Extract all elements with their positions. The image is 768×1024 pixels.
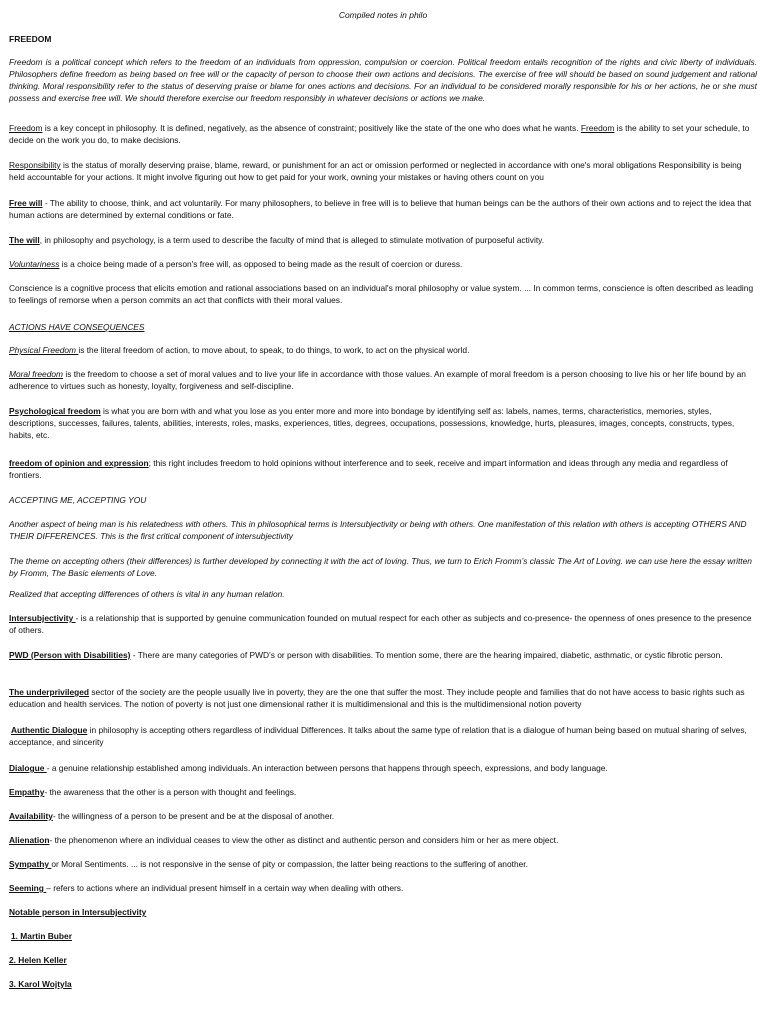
underprivileged-paragraph: [9, 686, 757, 710]
freedom-term-2: Freedom: [580, 123, 615, 133]
actions-heading: ACTIONS HAVE CONSEQUENCES: [9, 322, 145, 332]
the-will-paragraph: [9, 234, 757, 246]
accepting-paragraph-3: Realized that accepting differences of others is vital in any human relation.: [9, 589, 285, 599]
freedom-term: Freedom: [9, 123, 43, 133]
empathy-paragraph: [9, 786, 757, 798]
voluntariness-text: is a choice being made of a person's free will, as opposed to being made as the result of coercion or duress.: [59, 259, 463, 269]
availability-paragraph: [9, 810, 757, 822]
intersubjectivity-text: - is a relationship that is supported by genuine communication founded on mutual respect for each other as subjects and co-presence- the openness of ones presence to the presence of others.: [9, 613, 752, 635]
availability-term: Availability: [9, 811, 53, 821]
sympathy-paragraph: [9, 858, 757, 870]
psychological-freedom-paragraph: [9, 405, 757, 441]
opinion-term: freedom of opinion and expression: [9, 458, 149, 468]
free-will-paragraph: [9, 197, 757, 221]
dialogue-paragraph: [9, 762, 757, 774]
sympathy-text: or Moral Sentiments. ... is not responsive in the sense of pity or compassion, the latter being reactions to the suffering of another.: [51, 859, 528, 869]
empathy-text: - the awareness that the other is a person with thought and feelings.: [44, 787, 297, 797]
responsibility-text: is the status of morally deserving praise, blame, reward, or punishment for an act or omission performed or neglected in accordance with one's moral obligations Responsibility is being held accountable for your actions. It might involve figuring out how to get paid for your work, owning your mistakes or having others count on you: [9, 160, 742, 182]
underprivileged-term: The underprivileged: [9, 687, 90, 697]
page-header: Compiled notes in philo: [338, 10, 428, 20]
moral-freedom-text: is the freedom to choose a set of moral values and to live your life in accordance with those values. An example of moral freedom is a person choosing to live his or her life bound by an adherence to virtues such as honesty, loyalty, forgiveness and self-discipline.: [9, 369, 746, 391]
notable-heading: Notable person in Intersubjectivity: [9, 907, 147, 917]
the-will-term: The will: [9, 235, 40, 245]
seeming-paragraph: [9, 882, 757, 894]
accepting-paragraph-1: Another aspect of being man is his relatedness with others. This in philosophical terms is Intersubjectivity or being with others. One manifestation of this relation with others is accepting OTHERS AND THEIR DIFFERENCES. This is the first critical component of intersubjectivity: [9, 519, 747, 541]
alienation-text: - the phenomenon where an individual ceases to view the other as distinct and authentic person and considers him or her as mere object.: [49, 835, 559, 845]
dialogue-text: - a genuine relationship established among individuals. An interaction between persons that happens through speech, expressions, and body language.: [46, 763, 608, 773]
empathy-term: Empathy: [9, 787, 45, 797]
intersubjectivity-term: Intersubjectivity: [9, 613, 76, 623]
section-title-freedom: FREEDOM: [9, 34, 52, 44]
voluntariness-paragraph: [9, 258, 757, 270]
sympathy-term: Sympathy: [9, 859, 52, 869]
availability-text: - the willingness of a person to be present and be at the disposal of another.: [52, 811, 335, 821]
physical-freedom-paragraph: [9, 344, 757, 356]
accepting-paragraph-2: The theme on accepting others (their differences) is further developed by connecting it with the act of loving. Thus, we turn to Erich Fromm’s classic The Art of Loving. we can use here the essay written by Fromm, The Basic elements of Love.: [9, 556, 752, 578]
accepting-heading: ACCEPTING ME, ACCEPTING YOU: [9, 495, 147, 505]
the-will-text: , in philosophy and psychology, is a term used to describe the faculty of mind that is alleged to stimulate motivation of purposeful activity.: [39, 235, 545, 245]
authentic-dialogue-text: in philosophy is accepting others regardless of individual Differences. It talks about the same type of relation that is a dialogue of human being based on mutual sharing of selves, acceptance, and sincerity: [9, 725, 747, 747]
freedom-paragraph: [9, 122, 757, 146]
seeming-term: Seeming: [9, 883, 47, 893]
physical-freedom-text: is the literal freedom of action, to move about, to speak, to do things, to work, to act on the physical world.: [78, 345, 470, 355]
notable-person-2: 2. Helen Keller: [9, 955, 67, 965]
freedom-text-1: is a key concept in philosophy. It is defined, negatively, as the absence of constraint; positively like the state of the one who does what he wants.: [42, 123, 581, 133]
responsibility-term: Responsibility: [9, 160, 61, 170]
conscience-paragraph: Conscience is a cognitive process that elicits emotion and rational associations based on an individual's moral philosophy or value system. ... In common terms, conscience is often described as leading to feelings of remorse when a person commits an act that conflicts with their moral values.: [9, 283, 754, 305]
psychological-freedom-term: Psychological freedom: [9, 406, 101, 416]
authentic-dialogue-paragraph: [9, 724, 757, 748]
opinion-paragraph: [9, 457, 757, 481]
seeming-text: – refers to actions where an individual present himself in a certain way when dealing with others.: [46, 883, 404, 893]
free-will-term: Free will: [9, 198, 43, 208]
dialogue-term: Dialogue: [9, 763, 47, 773]
moral-freedom-term: Moral freedom: [9, 369, 63, 379]
alienation-term: Alienation: [9, 835, 50, 845]
freedom-text-2: is the ability to set your schedule, to decide on the work you do, to make decisions.: [9, 123, 750, 145]
intro-paragraph: Freedom is a political concept which refers to the freedom of an individuals from oppression, compulsion or coercion. Political freedom entails recognition of the rights and civic liberty of individuals. Philosophers define freedom as being based on free will or the capacity of person to choose their own actions and decisions. The exercise of free will should be based on sound judgement and rational thinking. Moral responsibility refer to the status of deserving praise or blame for ones actions and decisions. For an individual to be considered morally responsible for his or her actions, he or she must possess and exercise free will. We should therefore exercise our freedom responsibly in whatever decisions or actions we make.: [9, 57, 757, 103]
voluntariness-term: Voluntariness: [9, 259, 60, 269]
notable-person-3: 3. Karol Wojtyla: [9, 979, 72, 989]
opinion-text: ; this right includes freedom to hold opinions without interference and to seek, receive and impart information and ideas through any media and regardless of frontiers.: [9, 458, 728, 480]
underprivileged-text: sector of the society are the people usually live in poverty, they are the one that suffer the most. They include people and families that do not have access to basic rights such as education and health services. The notion of poverty is not just one dimensional rather it is multidimensional and this is the multidimensional notion poverty: [9, 687, 745, 709]
pwd-term: PWD (Person with Disabilities): [9, 650, 131, 660]
moral-freedom-paragraph: [9, 368, 757, 392]
free-will-text: - The ability to choose, think, and act voluntarily. For many philosophers, to believe in free will is to believe that human beings can be the authors of their own actions and to reject the idea that human actions are determined by external conditions or fate.: [9, 198, 752, 220]
authentic-dialogue-term: Authentic Dialogue: [11, 725, 88, 735]
pwd-text: - There are many categories of PWD’s or person with disabilities. To mention some, there are the hearing impaired, diabetic, asthmatic, or cystic fibrotic person.: [130, 650, 723, 660]
responsibility-paragraph: [9, 159, 757, 183]
physical-freedom-term: Physical Freedom: [9, 345, 79, 355]
intersubjectivity-paragraph: [9, 612, 757, 636]
notable-person-1: 1. Martin Buber: [11, 931, 72, 941]
psychological-freedom-text: is what you are born with and what you lose as you enter more and more into bondage by identifying self as: labels, names, terms, characteristics, memories, styles, descriptions, successes, failures, talents, abilities, interests, roles, masks, experiences, titles, degrees, occupations, possessions, knowledge, hurts, pleasures, images, concepts, constructs, types, habits, etc.: [9, 406, 735, 440]
alienation-paragraph: [9, 834, 757, 846]
pwd-paragraph: [9, 649, 757, 661]
